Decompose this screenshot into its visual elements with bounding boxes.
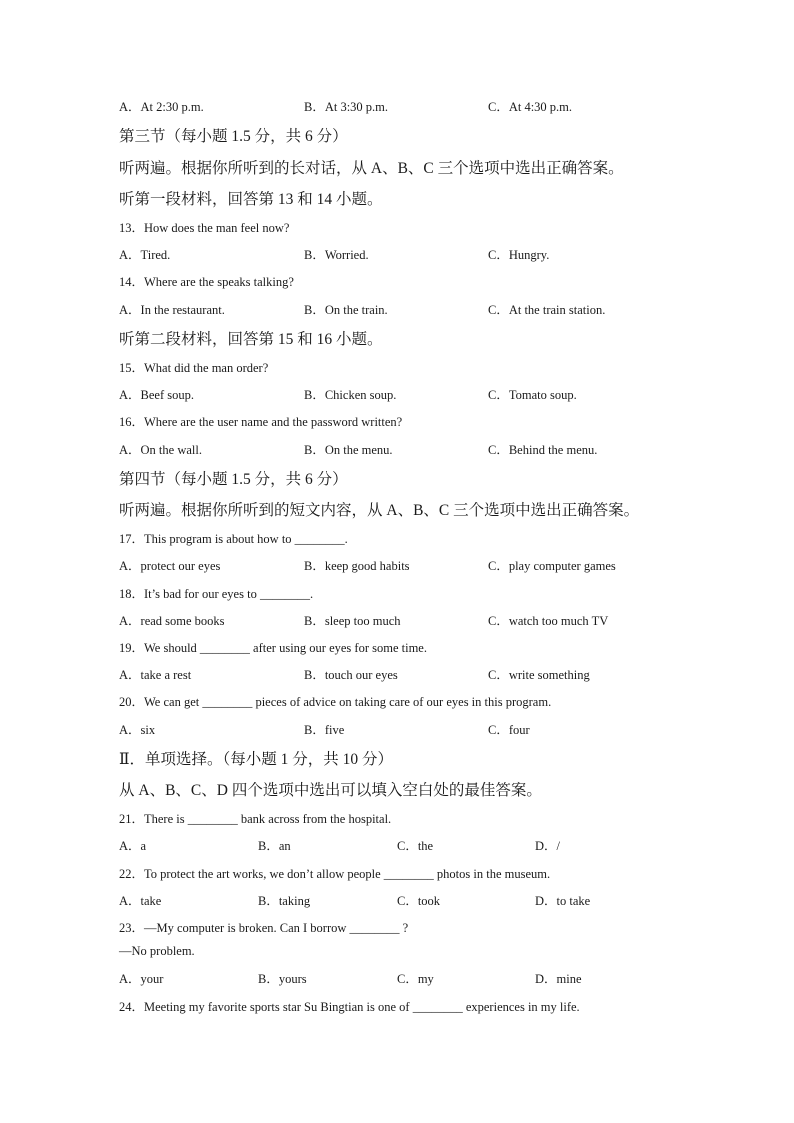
section-heading: 听第二段材料，回答第 15 和 16 小题。 — [119, 331, 383, 348]
answer-option: C．watch too much TV — [488, 614, 609, 628]
answer-option: B．an — [258, 839, 291, 853]
answer-option: A．read some books — [119, 614, 225, 628]
answer-option: B．At 3:30 p.m. — [304, 100, 389, 114]
answer-option: B．On the train. — [304, 303, 388, 317]
answer-option: A．On the wall. — [119, 443, 202, 457]
question-text: 20．We can get ________ pieces of advice on taking care of our eyes in this program. — [119, 695, 552, 709]
answer-option: A．protect our eyes — [119, 559, 221, 573]
answer-option: B．touch our eyes — [304, 668, 398, 682]
question-text: 21．There is ________ bank across from the hospital. — [119, 812, 392, 826]
section-heading: 第四节（每小题 1.5 分，共 6 分） — [119, 471, 348, 488]
answer-option: D．to take — [535, 894, 591, 908]
answer-option: C．play computer games — [488, 559, 616, 573]
answer-option: A．In the restaurant. — [119, 303, 225, 317]
answer-option: A．a — [119, 839, 147, 853]
answer-option: D．mine — [535, 972, 582, 986]
answer-option: C．write something — [488, 668, 590, 682]
question-text: 22．To protect the art works, we don’t allow people ________ photos in the museum. — [119, 867, 551, 881]
answer-option: C．Behind the menu. — [488, 443, 598, 457]
answer-option: B．Worried. — [304, 248, 369, 262]
answer-option: C．the — [397, 839, 434, 853]
answer-option: B．yours — [258, 972, 307, 986]
section-heading: 听两遍。根据你所听到的短文内容，从 A、B、C 三个选项中选出正确答案。 — [119, 502, 640, 519]
answer-option: B．keep good habits — [304, 559, 410, 573]
answer-option: B．On the menu. — [304, 443, 393, 457]
answer-option: B．sleep too much — [304, 614, 401, 628]
question-text: 17．This program is about how to ________. — [119, 532, 348, 546]
answer-option: C．my — [397, 972, 434, 986]
question-text: 23．—My computer is broken. Can I borrow ________ ? — [119, 921, 409, 935]
answer-option: D．/ — [535, 839, 561, 853]
question-text: —No problem. — [119, 944, 195, 958]
answer-option: C．four — [488, 723, 530, 737]
answer-option: C．Hungry. — [488, 248, 550, 262]
answer-option: B．five — [304, 723, 345, 737]
section-heading: 第三节（每小题 1.5 分，共 6 分） — [119, 128, 348, 145]
question-text: 19．We should ________ after using our eyes for some time. — [119, 641, 427, 655]
question-text: 14．Where are the speaks talking? — [119, 275, 294, 289]
answer-option: A．your — [119, 972, 164, 986]
answer-option: A．At 2:30 p.m. — [119, 100, 204, 114]
answer-option: C．At the train station. — [488, 303, 606, 317]
answer-option: A．take a rest — [119, 668, 192, 682]
answer-option: A．take — [119, 894, 162, 908]
section-heading: 听第一段材料，回答第 13 和 14 小题。 — [119, 191, 383, 208]
answer-option: C．took — [397, 894, 441, 908]
answer-option: B．Chicken soup. — [304, 388, 397, 402]
section-heading: 听两遍。根据你所听到的长对话，从 A、B、C 三个选项中选出正确答案。 — [119, 160, 624, 177]
question-text: 24．Meeting my favorite sports star Su Bingtian is one of ________ experiences in my life. — [119, 1000, 580, 1014]
answer-option: C．At 4:30 p.m. — [488, 100, 573, 114]
answer-option: A．six — [119, 723, 156, 737]
answer-option: A．Beef soup. — [119, 388, 194, 402]
question-text: 13．How does the man feel now? — [119, 221, 290, 235]
section-heading: Ⅱ．单项选择。（每小题 1 分，共 10 分） — [119, 751, 394, 768]
question-text: 18．It’s bad for our eyes to ________. — [119, 587, 314, 601]
question-text: 15．What did the man order? — [119, 361, 269, 375]
answer-option: B．taking — [258, 894, 311, 908]
section-heading: 从 A、B、C、D 四个选项中选出可以填入空白处的最佳答案。 — [119, 782, 542, 799]
answer-option: A．Tired. — [119, 248, 171, 262]
answer-option: C．Tomato soup. — [488, 388, 577, 402]
question-text: 16．Where are the user name and the password written? — [119, 415, 403, 429]
